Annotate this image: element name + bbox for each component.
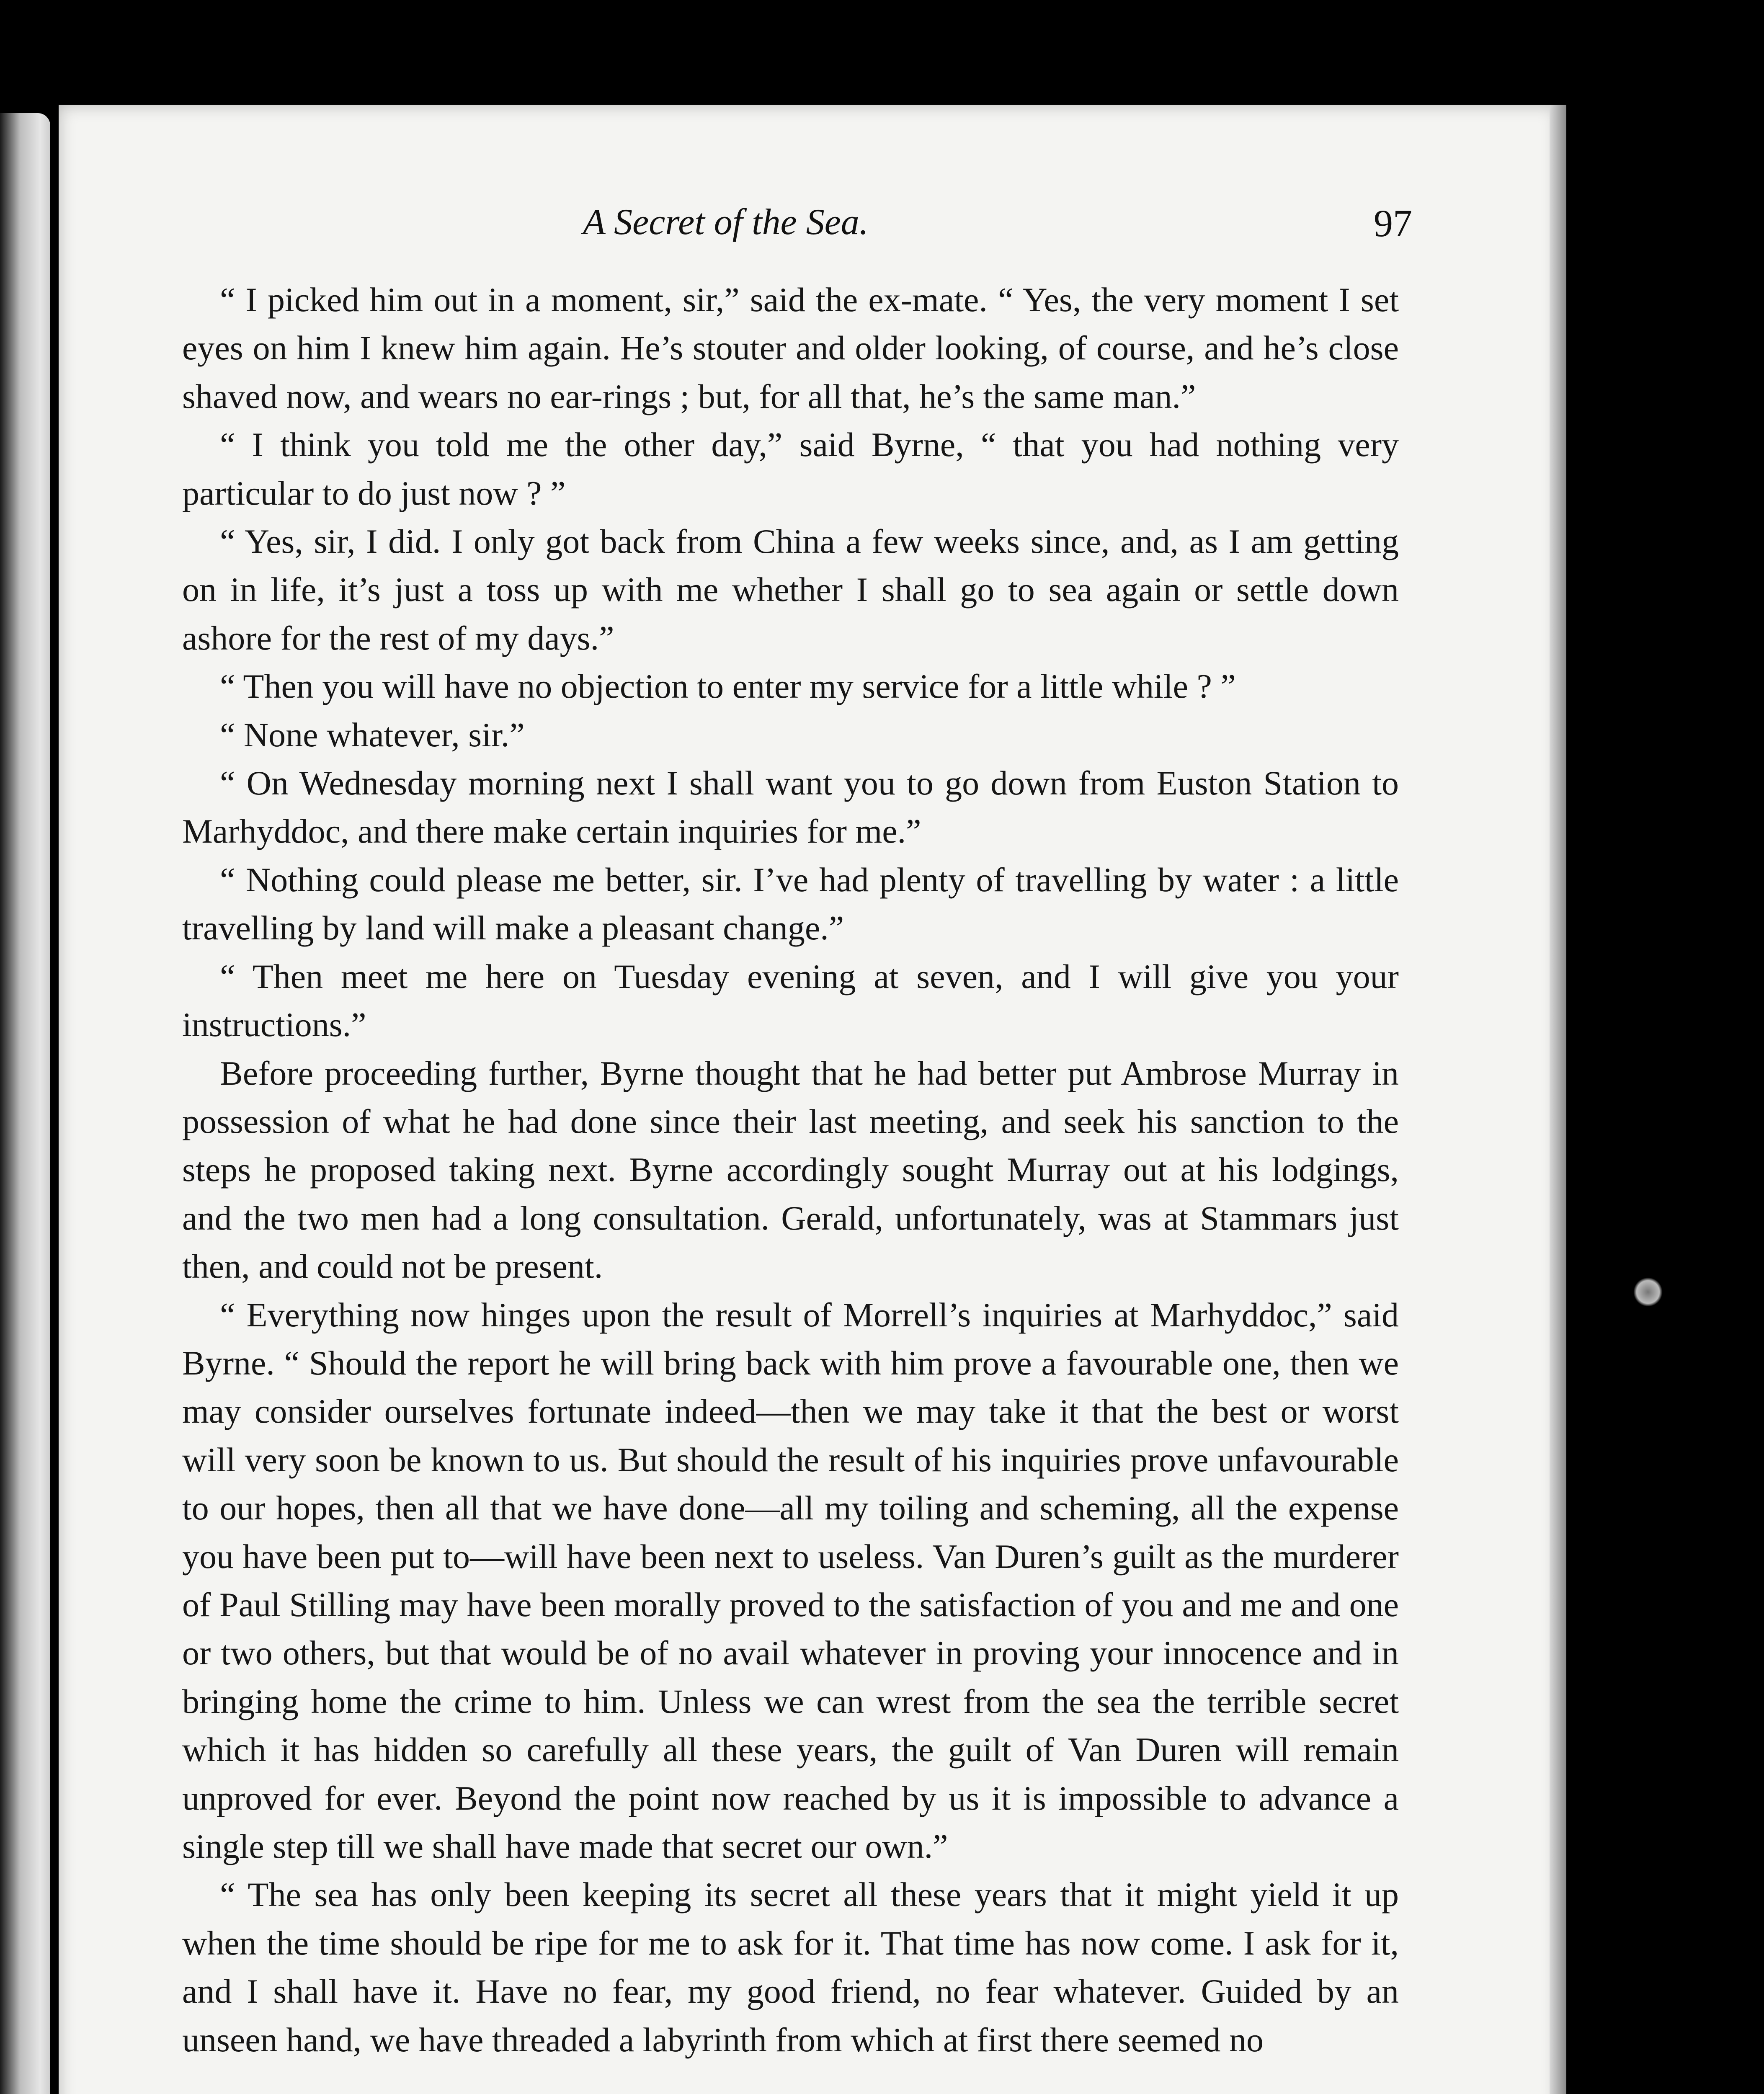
paragraph: “ I picked him out in a moment, sir,” said the ex-mate. “ Yes, the very moment I set eyes on him I knew him again. He’s stouter and older looking, of course, and he’s close shaved now, and wears no ear-rings ; but, for all that, he’s the same man.” — [182, 281, 1399, 415]
paragraph: “ Yes, sir, I did. I only got back from China a few weeks since, and, as I am getting on in life, it’s just a toss up with me whether I shall go to sea again or settle down ashore for the rest of my days.” — [182, 522, 1399, 657]
paragraph: “ Everything now hinges upon the result of Morrell’s inquiries at Marhyddoc,” said Byrne. “ Should the report he will bring back with him prove a favourable one, then we may consider ourselves fortunate indeed—then we may take it that the best or worst will very soon be known to us. But should the result of his inquiries prove unfavourable to our hopes, then all that we have done—all my toiling and scheming, all the expense you have been put to—will have been next to useless. Van Duren’s guilt as the murderer of Paul Stilling may have been morally proved to the satisfaction of you and me and one or two others, but that would be of no avail whatever in proving your innocence and in bringing home the crime to him. Unless we can wrest from the sea the terrible secret which it has hidden so carefully all these years, the guilt of Van Duren will remain unproved for ever. Beyond the point now reached by us it is impossible to advance a single step till we shall have made that secret our own.” — [182, 1295, 1399, 1865]
paragraph: “ Then you will have no objection to enter my service for a little while ? ” — [220, 667, 1236, 706]
paragraph: “ I think you told me the other day,” said Byrne, “ that you had nothing very particular to do just now ? ” — [182, 426, 1399, 512]
paragraph: Before proceeding further, Byrne thought that he had better put Ambrose Murray in possession of what he had done since their last meeting, and seek his sanction to the steps he proposed taking next. Byrne accordingly sought Murray out at his lodgings, and the two men had a long consultation. Gerald, unfortunately, was at Stammars just then, and could not be present. — [182, 1054, 1399, 1286]
paragraph: “ None whatever, sir.” — [220, 715, 525, 754]
paragraph: “ On Wednesday morning next I shall want you to go down from Euston Station to Marhyddoc, and there make certain inquiries for me.” — [182, 764, 1399, 851]
page-number: 97 — [1374, 202, 1412, 245]
page-edge-shadow — [1550, 105, 1566, 2094]
scan-speck — [1633, 1277, 1663, 1307]
page-header — [122, 201, 1412, 255]
paragraph: “ Nothing could please me better, sir. I’ve had plenty of travelling by water : a little travelling by land will make a pleasant change.” — [182, 860, 1399, 947]
paragraph: “ The sea has only been keeping its secret all these years that it might yield it up when the time should be ripe for me to ask for it. That time has now come. I ask for it, and I shall have it. Have no fear, my good friend, no fear whatever. Guided by an unseen hand, we have threaded a labyrinth from which at first there seemed no — [182, 1875, 1399, 2059]
body-text — [182, 276, 1399, 2064]
running-title: A Secret of the Sea. — [583, 202, 869, 242]
paragraph: “ Then meet me here on Tuesday evening at seven, and I will give you your instructions.” — [182, 957, 1399, 1044]
facing-page-edge — [0, 113, 50, 2094]
